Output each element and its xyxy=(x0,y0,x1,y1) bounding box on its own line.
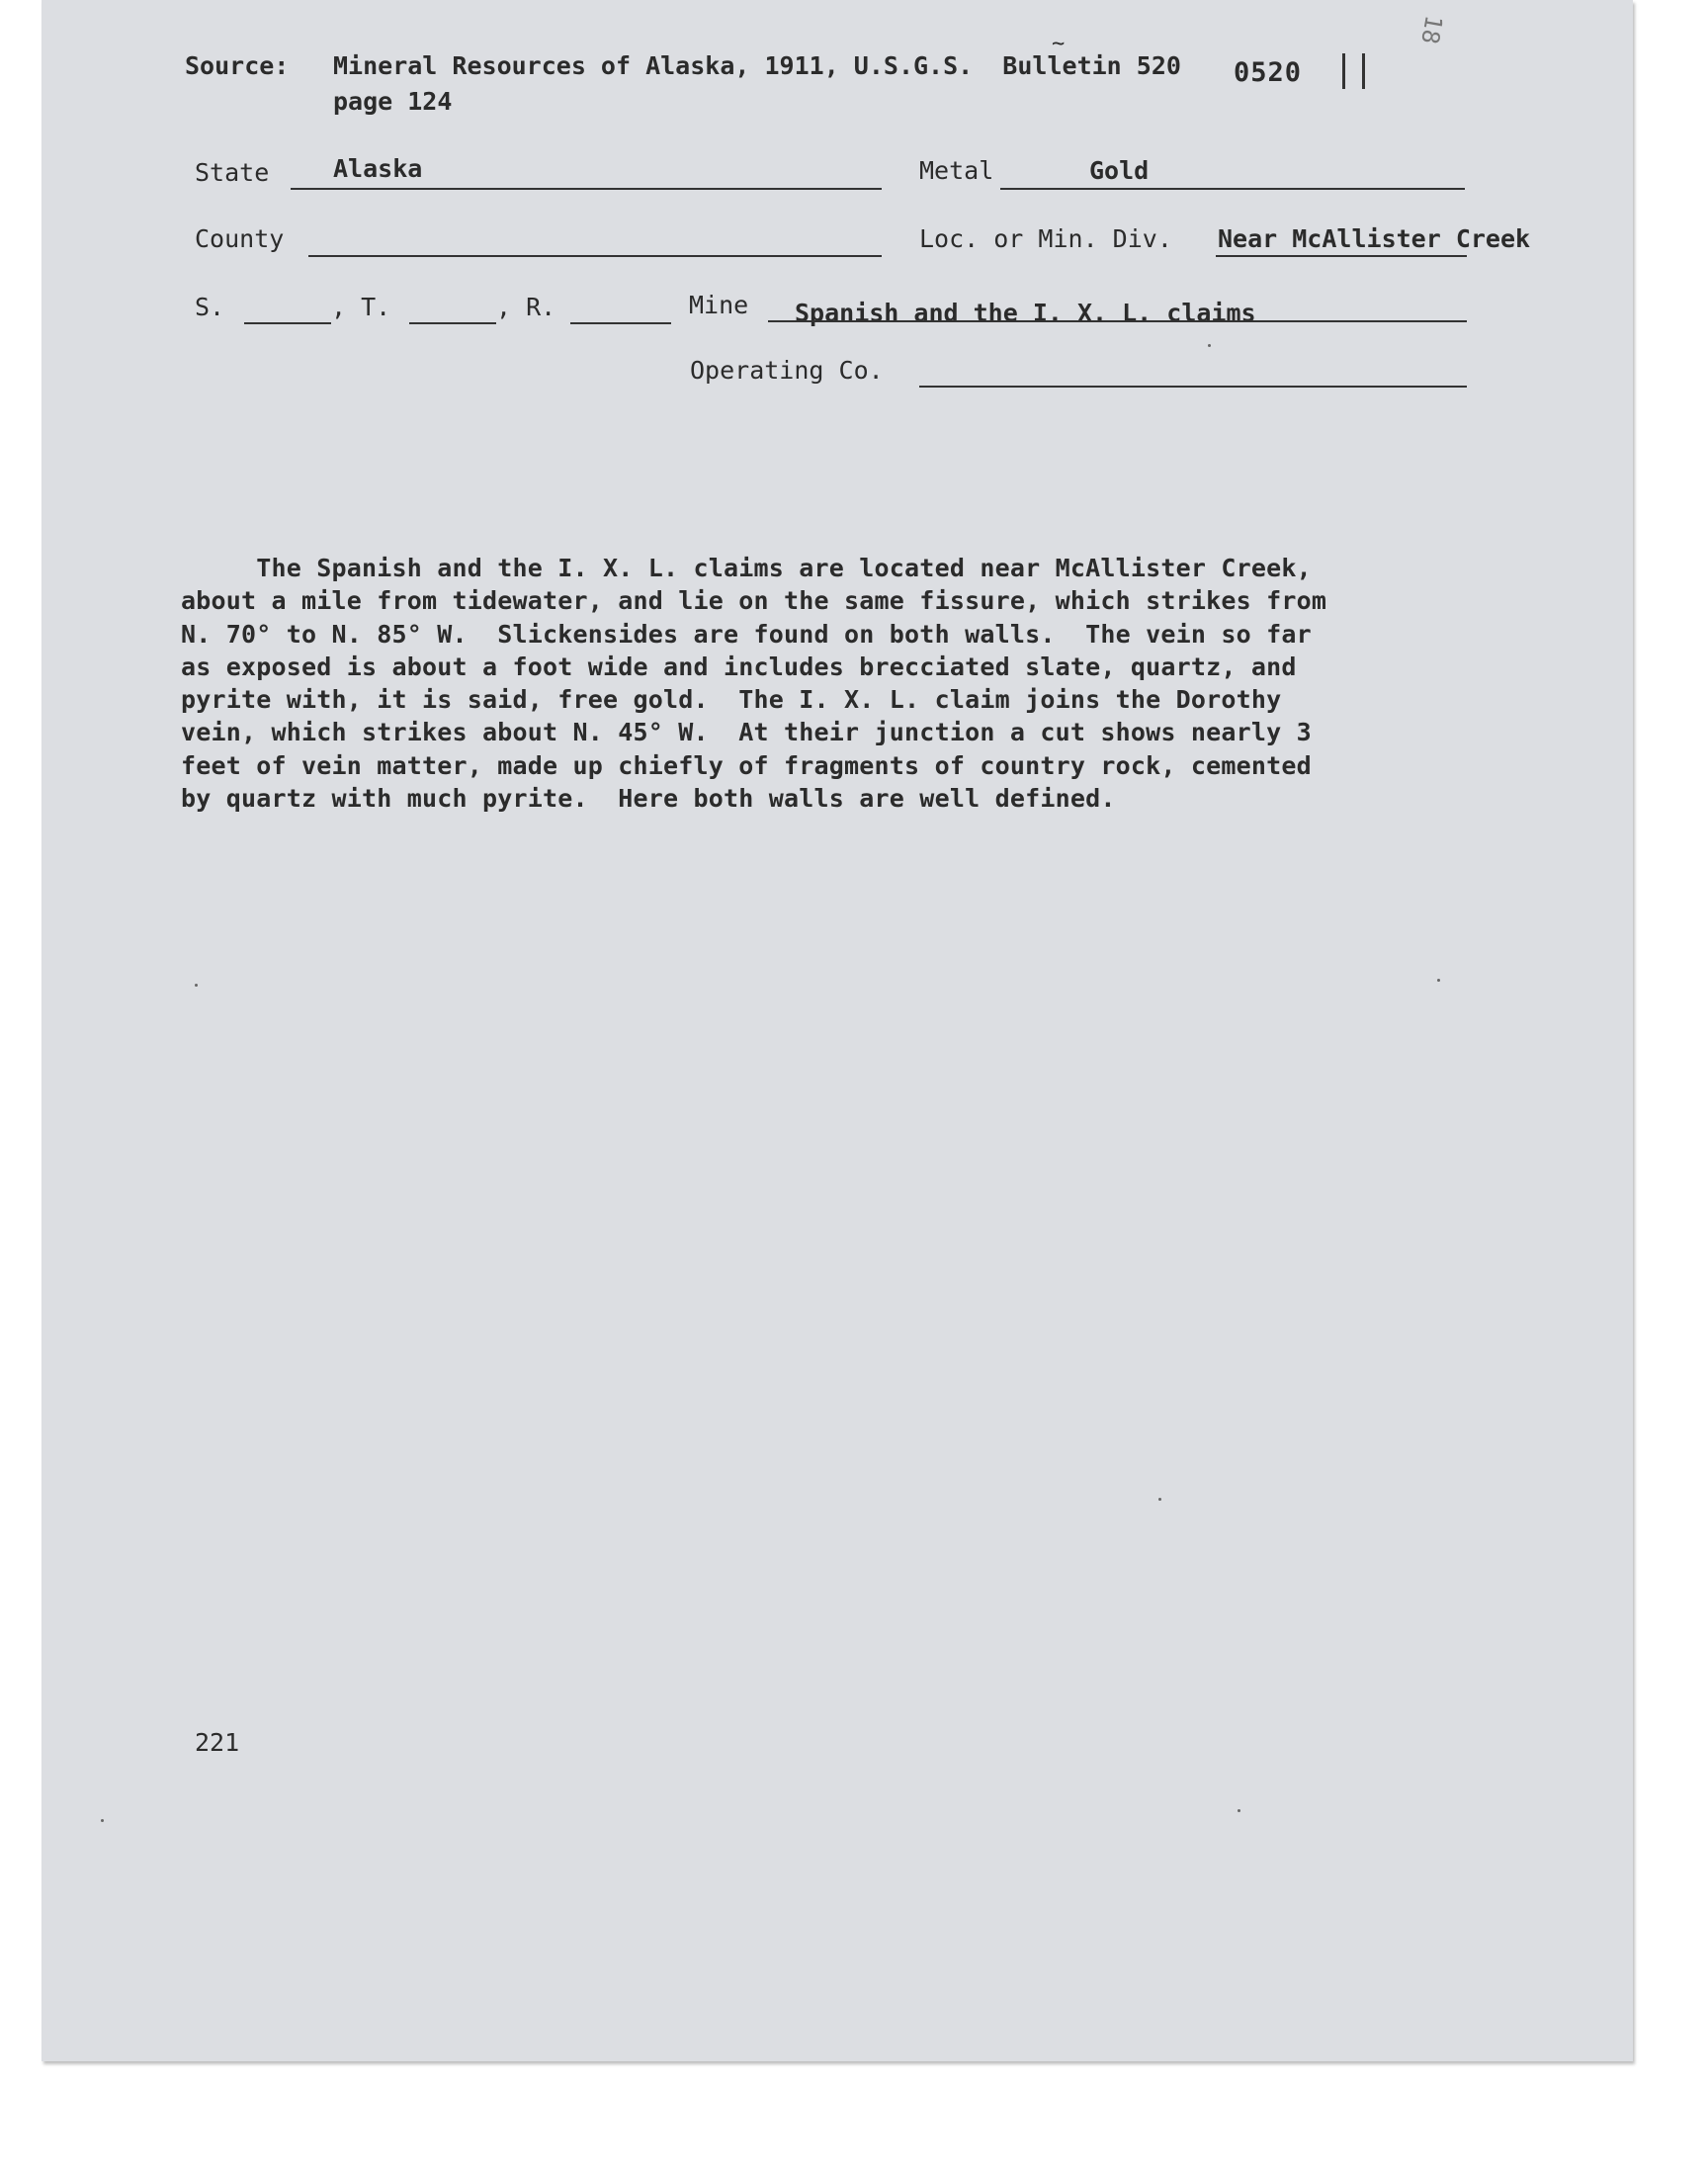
state-line xyxy=(291,188,882,190)
paragraph-line: The Spanish and the I. X. L. claims are located near McAllister Creek, xyxy=(181,554,1312,582)
metal-line xyxy=(1000,188,1465,190)
paragraph-line: as exposed is about a foot wide and includes brecciated slate, quartz, and xyxy=(181,652,1297,681)
loc-value: Near McAllister Creek xyxy=(1218,224,1531,253)
metal-value: Gold xyxy=(1089,156,1150,185)
tilde-mark: ~ xyxy=(1052,32,1066,56)
county-line xyxy=(308,255,882,257)
mine-label: Mine xyxy=(689,291,749,319)
scan-speck xyxy=(1437,979,1440,982)
county-label: County xyxy=(195,224,285,253)
paragraph-line: pyrite with, it is said, free gold. The I. X. L. claim joins the Dorothy xyxy=(181,685,1282,715)
scan-speck xyxy=(195,984,198,987)
paragraph-line: feet of vein matter, made up chiefly of fragments of country rock, cemented xyxy=(181,750,1312,780)
s-line xyxy=(244,322,331,324)
paragraph-line: about a mile from tidewater, and lie on the same fissure, which strikes from xyxy=(181,586,1327,616)
mine-line xyxy=(768,320,1467,322)
mine-value: Spanish and the I. X. L. claims xyxy=(795,299,1256,327)
page-number: 221 xyxy=(195,1728,240,1757)
scan-speck xyxy=(1158,1498,1161,1501)
paragraph-line: N. 70° to N. 85° W. Slickensides are found on both walls. The vein so far xyxy=(181,619,1312,649)
t-label: , T. xyxy=(331,293,391,321)
t-line xyxy=(409,322,496,324)
r-label: , R. xyxy=(496,293,556,321)
document-page xyxy=(42,0,1633,2061)
description-paragraph xyxy=(181,552,1466,815)
loc-label: Loc. or Min. Div. xyxy=(919,224,1172,253)
operating-line xyxy=(919,386,1467,388)
stamp-number: 0520 xyxy=(1234,57,1303,88)
tally-marks xyxy=(1334,49,1382,91)
s-label: S. xyxy=(195,293,225,321)
r-line xyxy=(570,322,671,324)
loc-line xyxy=(1216,255,1467,257)
scan-speck xyxy=(1208,344,1211,347)
state-value: Alaska xyxy=(333,154,423,183)
scan-speck xyxy=(1238,1809,1240,1812)
state-label: State xyxy=(195,158,270,187)
source-page: page 124 xyxy=(333,87,453,116)
operating-label: Operating Co. xyxy=(690,356,884,385)
source-label: Source: xyxy=(185,51,290,80)
corner-mark: 18 xyxy=(1415,13,1448,46)
paragraph-line: vein, which strikes about N. 45° W. At their junction a cut shows nearly 3 xyxy=(181,718,1312,747)
source-text: Mineral Resources of Alaska, 1911, U.S.G.S. Bulletin 520 xyxy=(333,51,1181,80)
paragraph-line: by quartz with much pyrite. Here both walls are well defined. xyxy=(181,784,1116,814)
scan-speck xyxy=(101,1819,104,1822)
metal-label: Metal xyxy=(919,156,994,185)
